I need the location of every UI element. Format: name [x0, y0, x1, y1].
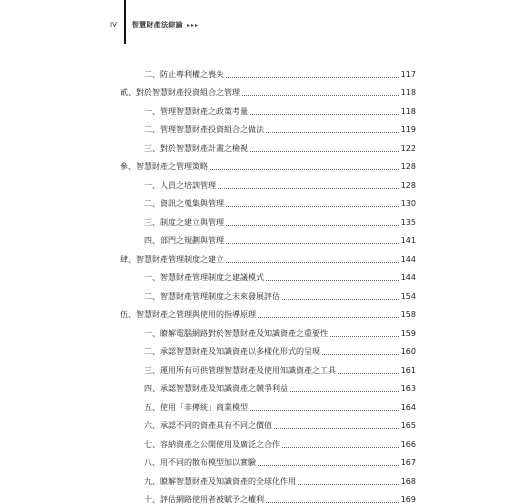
toc-page-number: 118 [401, 108, 416, 116]
toc-page-number: 144 [401, 256, 416, 264]
dot-leader [226, 262, 399, 263]
toc-page-number: 118 [401, 89, 416, 97]
toc-page-number: 117 [401, 71, 416, 79]
toc-page-number: 128 [401, 182, 416, 190]
toc-page-number: 169 [401, 496, 416, 504]
running-header [110, 20, 199, 30]
toc-subsection-entry[interactable] [120, 264, 416, 283]
toc-entry-title: 四、承認智慧財產及知識資產之競爭利益 [144, 385, 288, 393]
toc-entry-title: 九、瞭解智慧財產及知識資產的全球化作用 [144, 478, 296, 486]
toc-subsection-entry[interactable] [120, 449, 416, 468]
dot-leader [258, 465, 399, 466]
toc-entry-title: 五、使用「非傳統」商業模型 [144, 404, 248, 412]
dot-leader [266, 132, 399, 133]
table-of-contents [120, 60, 416, 504]
toc-page-number: 158 [401, 311, 416, 319]
toc-entry-title: 一、人員之培訓管理 [144, 182, 216, 190]
toc-subsection-entry[interactable] [120, 338, 416, 357]
dot-leader [290, 391, 399, 392]
toc-page-number: 160 [401, 348, 416, 356]
toc-subsection-entry[interactable] [120, 282, 416, 301]
toc-page-number: 168 [401, 478, 416, 486]
toc-subsection-entry[interactable] [120, 430, 416, 449]
toc-subsection-entry[interactable] [120, 227, 416, 246]
dot-leader [258, 317, 399, 318]
toc-page-number: 128 [401, 163, 416, 171]
toc-subsection-entry[interactable] [120, 134, 416, 153]
dot-leader [338, 373, 399, 374]
dot-leader [226, 77, 399, 78]
header-divider [124, 0, 126, 44]
toc-subsection-entry[interactable] [120, 97, 416, 116]
toc-subsection-entry[interactable] [120, 319, 416, 338]
toc-entry-title: 三、運用所有可供管理智慧財產及使用知識資產之工具 [144, 367, 336, 375]
toc-section-entry[interactable] [120, 301, 416, 320]
dot-leader [226, 206, 399, 207]
toc-subsection-entry[interactable] [120, 356, 416, 375]
dot-leader [242, 95, 399, 96]
toc-subsection-entry[interactable] [120, 467, 416, 486]
dot-leader [266, 280, 399, 281]
toc-entry-title: 二、管理智慧財產投資組合之做法 [144, 126, 264, 134]
toc-page-number: 130 [401, 200, 416, 208]
dot-leader [226, 225, 399, 226]
dot-leader [250, 114, 399, 115]
toc-entry-title: 三、制度之建立與管理 [144, 219, 224, 227]
toc-page-number: 163 [401, 385, 416, 393]
toc-page-number: 119 [401, 126, 416, 134]
toc-entry-title: 七、容納資產之公開使用及廣泛之合作 [144, 441, 280, 449]
toc-section-entry[interactable] [120, 79, 416, 98]
dot-leader [330, 336, 399, 337]
dot-leader [322, 354, 399, 355]
toc-entry-title: 二、資訊之蒐集與管理 [144, 200, 224, 208]
dot-leader [218, 188, 399, 189]
toc-subsection-entry[interactable] [120, 375, 416, 394]
toc-subsection-entry[interactable] [120, 190, 416, 209]
toc-subsection-entry[interactable] [120, 208, 416, 227]
dot-leader [282, 299, 399, 300]
toc-page-number: 141 [401, 237, 416, 245]
toc-entry-title: 貳、對於智慧財產投資組合之管理 [120, 89, 240, 97]
toc-page-number: 154 [401, 293, 416, 301]
toc-page-number: 135 [401, 219, 416, 227]
dot-leader [250, 151, 399, 152]
toc-entry-title: 三、對於智慧財產計畫之檢視 [144, 145, 248, 153]
toc-entry-title: 六、承認不同的資產具有不同之價值 [144, 422, 272, 430]
toc-subsection-entry[interactable] [120, 393, 416, 412]
toc-subsection-entry[interactable] [120, 486, 416, 504]
toc-page-number: 165 [401, 422, 416, 430]
toc-entry-title: 伍、智慧財產之管理與使用的指導原理 [120, 311, 256, 319]
toc-section-entry[interactable] [120, 153, 416, 172]
header-arrows: ▸▸▸ [187, 22, 199, 29]
toc-entry-title: 一、瞭解電腦網路對於智慧財產及知識資產之重要性 [144, 330, 328, 338]
toc-entry-title: 一、智慧財產管理制度之建議模式 [144, 274, 264, 282]
toc-subsection-entry[interactable] [120, 60, 416, 79]
toc-entry-title: 八、用不同的散布模型加以實驗 [144, 459, 256, 467]
toc-subsection-entry[interactable] [120, 171, 416, 190]
toc-page-number: 122 [401, 145, 416, 153]
toc-entry-title: 一、管理智慧財產之政策考量 [144, 108, 248, 116]
toc-entry-title: 四、部門之規劃與管理 [144, 237, 224, 245]
toc-entry-title: 二、智慧財產管理制度之未來發展評估 [144, 293, 280, 301]
toc-subsection-entry[interactable] [120, 412, 416, 431]
dot-leader [210, 169, 399, 170]
dot-leader [298, 484, 399, 485]
dot-leader [266, 502, 399, 503]
toc-page-number: 166 [401, 441, 416, 449]
book-title: 智慧財產法綜論 [132, 20, 183, 30]
toc-page-number: 167 [401, 459, 416, 467]
page-roman-numeral: IV [110, 21, 117, 29]
toc-page-number: 159 [401, 330, 416, 338]
toc-section-entry[interactable] [120, 245, 416, 264]
toc-subsection-entry[interactable] [120, 116, 416, 135]
dot-leader [282, 447, 399, 448]
toc-entry-title: 肆、智慧財產管理制度之建立 [120, 256, 224, 264]
dot-leader [226, 243, 399, 244]
toc-entry-title: 二、防止專利權之喪失 [144, 71, 224, 79]
toc-entry-title: 參、智慧財產之管理策略 [120, 163, 208, 171]
toc-page-number: 161 [401, 367, 416, 375]
toc-entry-title: 十、評估網路使用者被賦予之權利 [144, 496, 264, 504]
toc-entry-title: 二、承認智慧財產及知識資產以多樣化形式的呈現 [144, 348, 320, 356]
toc-page-number: 144 [401, 274, 416, 282]
toc-page-number: 164 [401, 404, 416, 412]
dot-leader [274, 428, 399, 429]
dot-leader [250, 410, 399, 411]
